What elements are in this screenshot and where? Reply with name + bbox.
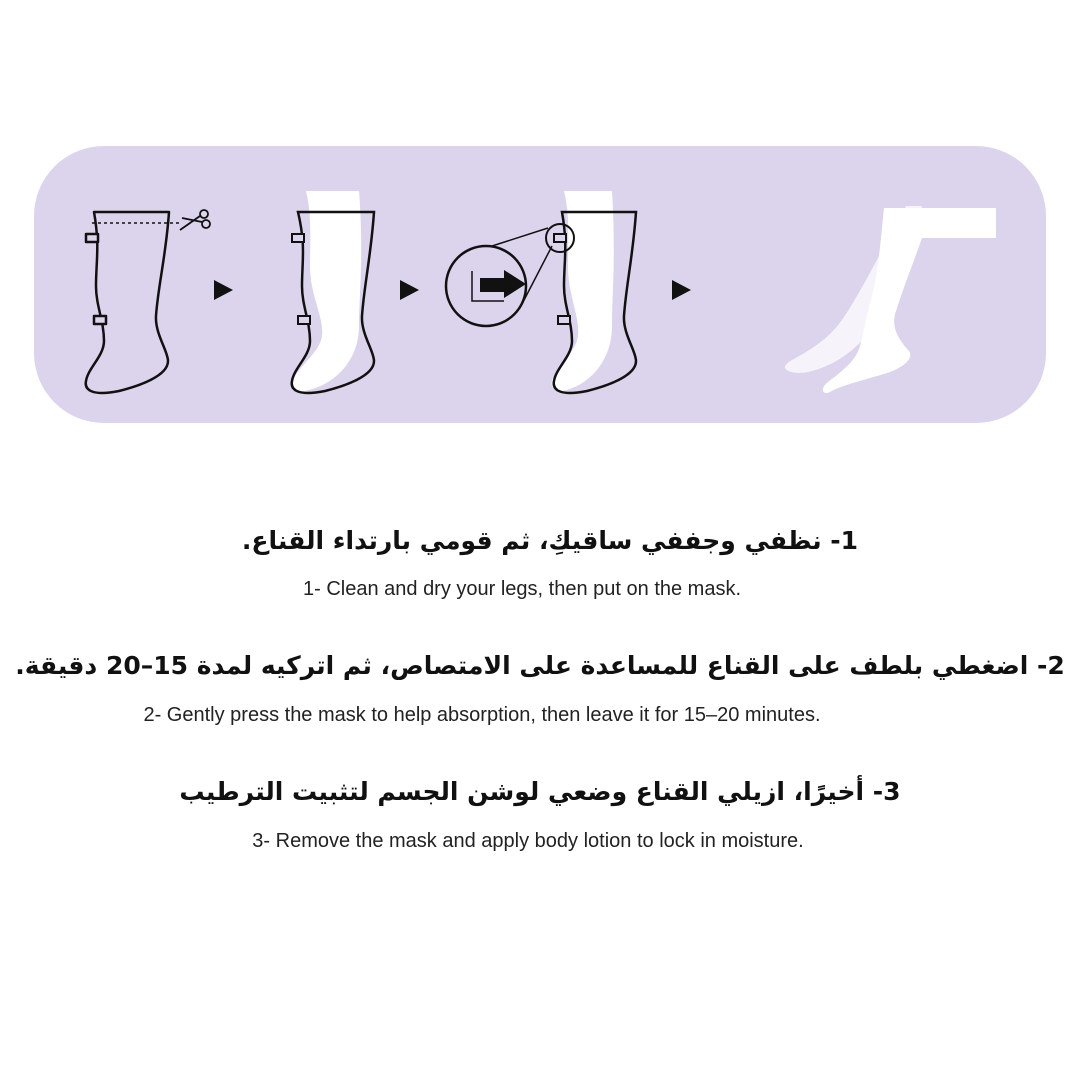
step-3-arabic: 3- أخيرًا، ازيلي القناع وضعي لوشن الجسم لتثبيت الترطيب bbox=[179, 777, 901, 806]
arrow-right-icon bbox=[214, 280, 233, 300]
instruction-illustration bbox=[34, 146, 1046, 423]
leg-in-mask-icon bbox=[292, 191, 374, 393]
leg-in-mask-icon bbox=[546, 191, 636, 393]
step-2-arabic: 2- اضغطي بلطف على القناع للمساعدة على الامتصاص، ثم اتركيه لمدة 15–20 دقيقة. bbox=[15, 651, 1065, 680]
step-1-arabic: 1- نظفي وجففي ساقيكِ، ثم قومي بارتداء القناع. bbox=[241, 526, 859, 555]
step-1-english: 1- Clean and dry your legs, then put on the mask. bbox=[302, 578, 742, 600]
step-3-english: 3- Remove the mask and apply body lotion to lock in moisture. bbox=[252, 830, 804, 852]
arrow-right-icon bbox=[400, 280, 419, 300]
magnifier-icon bbox=[446, 228, 552, 326]
instruction-illustration-banner bbox=[34, 146, 1046, 423]
scissors-icon bbox=[180, 210, 210, 230]
step-2-english: 2- Gently press the mask to help absorption, then leave it for 15–20 minutes. bbox=[143, 704, 821, 726]
leg-icon bbox=[785, 206, 996, 393]
sock-mask-empty-icon bbox=[86, 212, 179, 393]
arrow-right-icon bbox=[672, 280, 691, 300]
